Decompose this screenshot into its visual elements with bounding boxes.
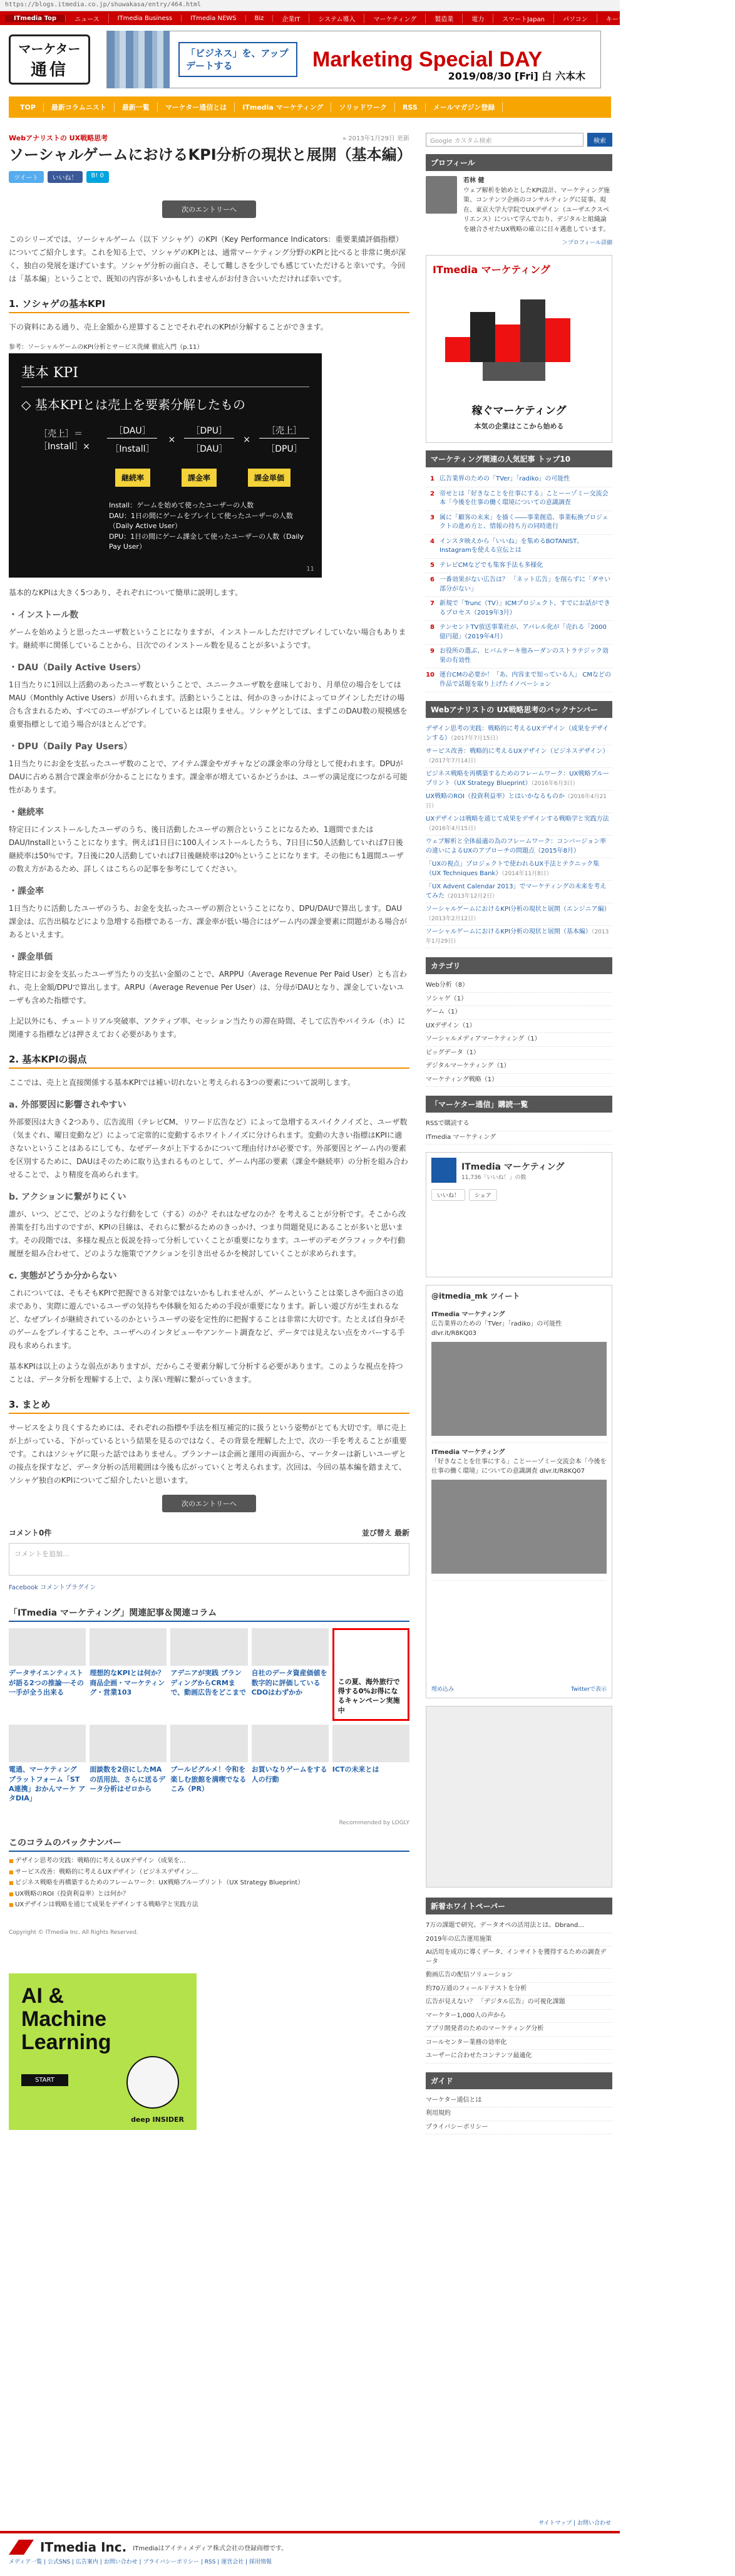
timeline-handle[interactable]: @itmedia_mk	[431, 1292, 488, 1301]
ranking-link[interactable]: 運台CMの必要か！「あ、内容まで知っている人」 CMなどの作品で話題を取り上げたイノベーション	[439, 672, 611, 688]
mkt-subcaption: 本気の企業はここから始める	[474, 422, 564, 430]
related-card-title: データサイエンティストが語る2つの推論──その一手が全う出来る	[9, 1669, 84, 1696]
profile-title: プロフィール	[426, 154, 612, 171]
category-item[interactable]: ビッグデータ（1）	[426, 1047, 612, 1061]
summary-paragraph: サービスをより良くするためには、それぞれの指標や手法を相互補完的に扱うという姿勢がとても大切です。単に売上が上がっている、下がっているという結果を見るのではなく、その背景を理解した上で、次の一手を考えることが重要です。これはソシャゲに限った話ではありません。プランナーは企画と運用の両面から、マーケターは新しいユーザとの接点を探すなど、データ分析の活用範囲は今後も広がっていくと考えられます。次回は、今回の基本編を踏まえて、ソシャゲ独自のKPIについてご紹介したいと思います。	[9, 1423, 407, 1485]
tweet-photo[interactable]	[431, 1342, 607, 1436]
slide-page-number: 11	[306, 566, 314, 573]
ux-backnumber-date: （2016年4月21日）	[426, 794, 607, 809]
backnumber-list	[9, 1856, 409, 1911]
ux-backnumber-item[interactable]	[426, 926, 612, 948]
ranking-item[interactable]	[426, 645, 612, 668]
slide-notes	[109, 501, 309, 553]
profile-name: 若林 健	[463, 177, 485, 184]
global-nav-item[interactable]: 企業IT	[273, 14, 309, 23]
comments-header	[9, 1527, 409, 1538]
ranking-number: 2	[430, 490, 434, 497]
heading-dpu: ・DPU（Daily Pay Users）	[9, 742, 133, 752]
search-button[interactable]: 検索	[587, 133, 612, 147]
paragraph-dau: 1日当たりに1回以上活動のあったユーザ数ということで、ユニークユーザ数を意味しており、月単位の場合をしてはMAU（Monthly Active Users）が用いられます。活動ということは、何かのきっかけによってログインしただけの場合も含まれるため、すべてのユーザがプレイしているとは限りません。ソシャゲとしては、まずこのDAU数の規模感を重要指標として追う場合がほとんどです。	[9, 680, 408, 729]
banner-copy: 「ビジネス」を、アップデートする	[178, 42, 297, 78]
whitepaper-item[interactable]: 2019年の広告運用施策	[426, 1933, 612, 1947]
footer-links[interactable]: メディア一覧 | 公式SNS | 広告案内 | お問い合わせ | プライバシーポリシー | RSS | 運営会社 | 採用情報	[9, 2559, 272, 2565]
feed-list	[426, 1118, 612, 1145]
guide-item[interactable]: 利用規約	[426, 2107, 612, 2121]
global-nav-item[interactable]: ニュース	[66, 14, 109, 23]
paragraph-weakness-summary: 基本KPIは以上のような弱点がありますが、だからこそ要素分解して分析する必要があります。このような視点を持つことは、データ分析を理解する上で、より深い理解に繋がっていきます。	[9, 1362, 403, 1384]
ranking-item[interactable]	[426, 621, 612, 645]
heading-dau: ・DAU（Daily Active Users）	[9, 663, 146, 673]
recommend-credit[interactable]: Recommended by LOGLY	[339, 1820, 409, 1827]
tag-retention: 継続率	[115, 469, 150, 487]
ranking-link[interactable]: 帝せとは「好きなことを仕事にする」ことーーゾミー交流会本「今後を仕事の働く環境についての意識調査	[439, 490, 609, 506]
guide-list	[426, 2094, 612, 2135]
global-nav-item[interactable]: マーケティング	[364, 14, 426, 23]
global-nav-item[interactable]: 電力	[463, 14, 493, 23]
fb-share-button[interactable]: シェア	[469, 1189, 497, 1201]
search-form	[426, 133, 612, 147]
tweet	[431, 1443, 607, 1581]
slide-title: 基本 KPI	[21, 362, 309, 387]
search-input[interactable]: Google カスタム検索	[426, 133, 583, 147]
feed-title: 「マーケター通信」購読一覧	[426, 1096, 612, 1113]
ai-ml-ad[interactable]	[9, 1973, 197, 2130]
global-nav-item[interactable]: 製造業	[426, 14, 463, 23]
section-nav-item[interactable]: 最新一覧	[115, 102, 158, 112]
ux-backnumber-date: （2014年11月8日）	[501, 870, 552, 877]
section-heading-2: 2. 基本KPIの弱点	[9, 1052, 409, 1069]
ranking-link[interactable]: お役所の選ぶ、ヒバムテーキ他みーダンのストラテジック効果の有効性	[439, 648, 609, 664]
ux-backnumber-item[interactable]	[426, 881, 612, 903]
avatar	[426, 176, 457, 214]
related-thumbnail	[90, 1628, 167, 1666]
fraction-sales	[259, 423, 309, 456]
tweet-button[interactable]: ツイート	[9, 171, 44, 183]
comment-count: コメント0件	[9, 1529, 52, 1538]
category-item[interactable]: UXデザイン（1）	[426, 1020, 612, 1034]
frac-bottom: ［DAU］	[191, 444, 228, 455]
paragraph-reality: これについては、そもそもKPIで把握できる対象ではないかもしれませんが、ゲームということは楽しさや面白さの追求であり、実際に遊んでいるユーザの気持ちや体験を知るための手段が重要になります。新しい遊び方が生まれるなど、なぜプレイが継続されているのかというユーザの姿を定性的に把握することは非常に大切です。たとえば自身がそのゲームをプレイすることや、ユーザへのインタビューやアンケート調査など、データでは見えない点をカバーする手段も求められます。	[9, 1289, 406, 1351]
tag-pay-rate: 課金率	[182, 469, 217, 487]
whitepaper-item[interactable]: 動画広告の配信ソリューション	[426, 1969, 612, 1983]
ux-backnumber-link[interactable]: ビジネス戦略を再構築するためのフレームワーク：UX戦略ブループリント（UX Strategy Blueprint）	[426, 771, 610, 787]
ranking-number: 7	[430, 600, 434, 607]
copyright: Copyright © ITmedia Inc. All Rights Reserved.	[9, 1929, 138, 1936]
fb-buttons	[431, 1189, 607, 1201]
sitemap-link[interactable]: サイトマップ | お問い合わせ	[538, 2520, 611, 2527]
footer-company: ITmediaはアイティメディア株式会社の登録商標です。	[133, 2545, 288, 2552]
frac-top: ［DPU］	[191, 426, 227, 437]
top-banner-ad[interactable]	[106, 31, 601, 88]
profile-text	[463, 176, 612, 234]
whitepaper-title: 新着ホワイトペーパー	[426, 1898, 612, 1914]
ux-backnumber-item[interactable]	[426, 836, 612, 858]
ranking-link[interactable]: 属に「顧客の未来」を描く――事業創造、事業転換プロジェクトの進め方と、情報の持ち方の同時進行	[439, 514, 609, 530]
related-title: 「ITmedia マーケティング」関連記事＆関連コラム	[9, 1606, 409, 1622]
tag-unit-price: 課金単価	[248, 469, 290, 487]
paragraph-arppu: 特定日にお金を支払ったユーザ当たりの支払い金額のことで、ARPPU（Average Revenue Per Paid User）とも言われ、売上金額/DPUで算出します。ARPU（Average Revenue Per User）は、分母がDAUとなり、課金していないユーザも含めた指標です。	[9, 970, 407, 1005]
logo-line1: マーケター	[18, 41, 81, 56]
ranking-number: 5	[430, 561, 434, 569]
whitepaper-item[interactable]: 約70万通のフィールドテストを分析	[426, 1983, 612, 1997]
slide-bullet: ◇ 基本KPIとは売上を要素分解したもの	[21, 397, 246, 413]
mkt-logo: ITmedia マーケティング	[433, 264, 550, 276]
page-title: ソーシャルゲームにおけるKPI分析の現状と展開（基本編）	[9, 146, 412, 164]
note-dau: DAU：1日の間にゲームをプレイして使ったユーザーの人数（Daily Active User）	[109, 511, 293, 531]
backnumber-item[interactable]: ■ ビジネス戦略を再構築するためのフレームワーク：UX戦略ブループリント（UX Strategy Blueprint）	[9, 1877, 409, 1889]
formula-lhs: ［売上］＝［Install］×	[39, 428, 90, 452]
heading-install: ・インストール数	[9, 610, 79, 621]
times-sign: ×	[168, 434, 176, 445]
ranking-item[interactable]	[426, 535, 612, 559]
global-nav-item[interactable]: スマートJapan	[493, 14, 554, 23]
hatena-button[interactable]: B! 0	[86, 171, 109, 183]
related-card-title: 面談数を2倍にしたMAの活用法、さらに送るデータ分析はゼロから	[90, 1765, 166, 1793]
related-card[interactable]	[90, 1628, 167, 1721]
ad-start-button[interactable]: START	[21, 2074, 68, 2086]
mkt-graphic	[445, 299, 595, 393]
related-card[interactable]	[170, 1725, 247, 1817]
sidebar	[426, 133, 612, 2134]
page-icon	[431, 1158, 456, 1183]
global-nav-item[interactable]: ITmedia NEWS	[182, 15, 245, 22]
related-thumbnail	[252, 1628, 329, 1666]
timeline-title	[431, 1291, 607, 1301]
feed-item[interactable]: RSSで購読する	[426, 1118, 612, 1131]
related-card-title: 自社のデータ資産価値を数字的に評価しているCDOはわずかか	[251, 1669, 327, 1696]
ranking-link[interactable]: 広告業界のための「TVer」「radiko」の可能性	[439, 475, 570, 482]
heading-external-factors: a. 外部要因に影響されやすい	[9, 1100, 126, 1111]
ranking-number: 1	[430, 475, 434, 482]
whitepaper-item[interactable]: 広告が見えない？ 「デジタル広告」の可視化課題	[426, 1996, 612, 2010]
kpi-slide	[9, 353, 322, 578]
embed-link[interactable]: 埋め込み	[431, 1686, 455, 1693]
paragraph-external-factors: 外部要因は大きく2つあり、広告流用（テレビCM、リワード広告など）によって急増するスパイクノイズと、ユーザ数（気まぐれ、曜日変動など）によって定常的に変動するホワイトノイズに分けられます。変動の大きい指標はKPIに適さないということはあるにしても、なぜデータが上下するかについて理由付けが必要です。外部要因とゲーム内の要素を区別するために、DAUはそのために取り込まれるものとして、ゲーム内部の要素（課金や継続率）の分析を組み合わせることで、より精度を高められます。	[9, 1118, 408, 1180]
section-nav-item[interactable]: メールマガジン登録	[426, 102, 503, 112]
related-thumbnail	[170, 1628, 247, 1666]
ranking-number: 3	[430, 514, 434, 521]
banner-image	[107, 31, 170, 88]
related-card[interactable]	[170, 1628, 247, 1721]
related-thumbnail	[9, 1725, 86, 1762]
timeline-footer	[431, 1685, 607, 1693]
profile	[426, 176, 612, 234]
related-card-title: アデニアが実践 ブランディングからCRMまで、動画広告をどこまで	[170, 1669, 247, 1696]
heading-retention: ・継続率	[9, 808, 44, 818]
ranking-item[interactable]	[426, 487, 612, 511]
tweet	[431, 1305, 607, 1443]
feed-item[interactable]: ITmedia マーケティング	[426, 1131, 612, 1145]
paragraph-install: ゲームを始めようと思ったユーザ数ということになりますが、インストールしただけでプレイしていない場合もあります。継続率に関係していることから、日次でのインストール数を見ることが多いようです。	[9, 628, 406, 650]
ranking-item[interactable]	[426, 668, 612, 692]
global-nav-item[interactable]: ITmedia Top	[5, 15, 66, 22]
heading-reality: c. 実態がどうか分からない	[9, 1271, 117, 1282]
banner-date: 2019/08/30 [Fri] 白 六本木	[448, 70, 585, 82]
next-entry-button-bottom[interactable]: 次のエントリーへ	[162, 1495, 256, 1512]
paragraph-dpu: 1日当たりにお金を支払ったユーザ数のことで、アイテム課金やガチャなどの課金率の分母として使われます。DPUがDAUに占める割合で課金率が分かることになります。課金率が増えているかどうかは、ユーザの満足度につながる可能性があります。	[9, 759, 408, 795]
view-on-twitter-link[interactable]: Twitterで表示	[570, 1686, 607, 1693]
ux-backnumber-list	[426, 723, 612, 948]
article-date: » 2013年1月29日 更新	[342, 135, 409, 142]
section-nav-item[interactable]: TOP	[13, 103, 44, 112]
related-card[interactable]	[9, 1628, 86, 1721]
ux-backnumber-link[interactable]: UXデザインは戦略を通じて成果をデザインする戦略学と実践方法	[426, 816, 609, 823]
paragraph-actions: 誰が、いつ、どこで、どのような行動をして（する）のか？それはなぜなのか？を考えることが分析です。そこから改善策を打ち出すのですが、KPIの目線は、それらに繋がるためのきっかけ、つまり問題発見にあることが多いと思います。その段階では、多様な視点と仮説を持って分析していくことが重要になります。ユーザのデモグラフィックや行動履歴を組み合わせて、どのような施策でアクションを引き出せるかを検討していくことが求められます。	[9, 1210, 406, 1259]
like-button[interactable]: いいね！	[48, 171, 83, 183]
comment-input[interactable]: コメントを追加...	[9, 1543, 409, 1576]
site-footer	[0, 2531, 620, 2576]
backnumber-item[interactable]: ■ デザイン思考の実践：戦略的に考えるUXデザイン（成果を...	[9, 1856, 409, 1867]
paragraph-other-kpis: 上記以外にも、チュートリアル突破率、アクティブ率、セッション当たりの滞在時間、そして広告やバイラル（ホ）に関連する指標などは押さえておく必要があります。	[9, 1017, 406, 1039]
footer-brand-name[interactable]: ITmedia Inc.	[40, 2540, 127, 2555]
related-card-title: 電通、マーケティング プラットフォーム「ST A連携」おかんマーケ アタDIA」	[9, 1765, 86, 1803]
ux-backnumber-link[interactable]: 「UX Advent Calendar 2013」でマーケティングの未来を考えてみた	[426, 883, 607, 900]
profile-more-link[interactable]: ＞プロフィール詳細	[562, 240, 612, 246]
site-header	[0, 25, 620, 94]
global-nav-item[interactable]: キーマンズ	[597, 14, 647, 23]
section-nav	[9, 96, 611, 118]
guide-item[interactable]: プライバシーポリシー	[426, 2121, 612, 2135]
ux-backnumber-item[interactable]	[426, 791, 612, 813]
ranking-list	[426, 472, 612, 692]
timeline-label: ツイート	[490, 1292, 520, 1301]
figure-caption[interactable]: 参考：ソーシャルゲームのKPI分析とサービス洗練 徹底入門（p.11）	[9, 344, 203, 351]
twitter-timeline	[426, 1285, 612, 1698]
section-heading-3: 3. まとめ	[9, 1398, 409, 1414]
category-item[interactable]: ソーシャルメディアマーケティング（1）	[426, 1033, 612, 1047]
related-card-title: ブールビグルメ！令和を楽しむ旅館を満喫でなるこみ（PR）	[170, 1765, 247, 1793]
section-nav-item[interactable]: ITmedia マーケティング	[235, 102, 331, 112]
ux-backnumber-link[interactable]: デザイン思考の実践：戦略的に考えるUXデザイン（成果をデザインする）	[426, 725, 609, 742]
ad-title: AI & Machine Learning	[21, 1983, 111, 2055]
ranking-item[interactable]	[426, 559, 612, 574]
category-item[interactable]: Web分析（8）	[426, 979, 612, 993]
backnumber-title: このコラムのバックナンバー	[9, 1836, 409, 1852]
kpi-figure	[9, 341, 409, 578]
paragraph-pay-rate: 1日当たりに活動したユーザのうち、お金を支払ったユーザの割合ということになり、DPU/DAUで算出します。DAU課金は、広告出稿などにより急増する指標である一方、課金率が低い場合にはゲーム内の課金要素に問題がある場合があるといえます。	[9, 904, 408, 940]
related-card[interactable]	[252, 1725, 329, 1817]
related-thumbnail	[170, 1725, 247, 1762]
whitepaper-list	[426, 1919, 612, 2064]
fb-page-name[interactable]: ITmedia マーケティング	[461, 1161, 565, 1172]
ranking-title: マーケティング関連の人気記事 トップ10	[426, 450, 612, 467]
category-item[interactable]: ソシャゲ（1）	[426, 993, 612, 1007]
related-card[interactable]	[9, 1725, 86, 1817]
itmedia-logo-icon	[9, 2540, 34, 2555]
column-name[interactable]: Webアナリストの UX戦略思考	[9, 134, 108, 142]
ux-backnumber-item[interactable]	[426, 723, 612, 745]
ux-backnumber-date: （2016年4月15日）	[426, 825, 480, 832]
related-ad[interactable]	[332, 1628, 409, 1721]
ranking-number: 9	[430, 648, 434, 655]
footer-brand	[0, 2533, 620, 2555]
fraction-dpu	[184, 423, 234, 456]
ux-backnumber-date: （2013年2月12日）	[426, 915, 480, 922]
frac-bottom: ［DPU］	[266, 444, 302, 455]
global-nav-item[interactable]: システム導入	[309, 14, 364, 23]
ranking-number: 6	[430, 576, 434, 583]
whitepaper-item[interactable]: AI活用を成功に導くデータ、インサイトを獲得するための調査データ	[426, 1946, 612, 1969]
article-kicker	[9, 133, 409, 143]
whitepaper-item[interactable]: マーケター1,000人の声から	[426, 2010, 612, 2023]
whitepaper-item[interactable]: ユーザーに合わせたコンテンツ最適化	[426, 2050, 612, 2064]
whitepaper-item[interactable]: コールセンター業務の効率化	[426, 2037, 612, 2050]
ranking-link[interactable]: テレビCMなどでも集客手法も多様化	[439, 561, 543, 569]
global-nav-item[interactable]: TechTarget	[646, 15, 697, 22]
ux-backnumber-item[interactable]	[426, 858, 612, 881]
related-grid	[9, 1628, 409, 1817]
frac-top: ［DAU］	[114, 426, 151, 437]
ranking-link[interactable]: 新規で「Trunc（TV）」ICMプロジェクト、すでにお話ができるプロセス（2019年3月）	[439, 600, 610, 616]
section-nav-item[interactable]: マーケター通信とは	[158, 102, 235, 112]
slide-formula	[39, 423, 309, 456]
share-bar	[9, 171, 409, 183]
ranking-link[interactable]: テンセントTV放送事業社が、アパレル化が「売れる「2000億円超」（2019年4月）	[439, 624, 607, 640]
ux-backnumber-date: （2016年6月3日）	[531, 780, 578, 787]
tweet-user[interactable]: ITmedia マーケティング	[431, 1449, 505, 1456]
whitepaper-item[interactable]: アプリ開発者のためのマーケティング分析	[426, 2023, 612, 2037]
ux-backnumber-date: （2013年12月2日）	[445, 893, 498, 900]
related-thumbnail	[332, 1725, 409, 1762]
next-entry-button[interactable]: 次のエントリーへ	[162, 200, 256, 218]
note-install: Install：ゲームを始めて使ったユーザーの人数	[109, 501, 254, 510]
tweet-user[interactable]: ITmedia マーケティング	[431, 1311, 505, 1318]
facebook-page-plugin	[426, 1152, 612, 1277]
ux-backnumber-link[interactable]: ウェブ解析と全体最適の為のフレームワーク：コンバージョン率の違いによるUXのアプローチの問題点（2015年8月）	[426, 838, 607, 854]
backnumber-item[interactable]: ■ UXデザインは戦略を通じて成果をデザインする戦略学と実践方法	[9, 1899, 409, 1911]
guide-title: ガイド	[426, 2072, 612, 2089]
related-card-title: 理想的なKPIとは何か？ 商品企画・マーケティング・営業103	[90, 1669, 165, 1696]
section-nav-item[interactable]: 最新コラムニスト	[44, 102, 115, 112]
global-nav-item[interactable]: ブログ	[698, 14, 735, 23]
category-item[interactable]: デジタルマーケティング（1）	[426, 1060, 612, 1074]
ux-backnumber-item[interactable]	[426, 745, 612, 768]
ranking-number: 4	[430, 538, 434, 545]
heading-pay-rate: ・課金率	[9, 886, 44, 897]
related-card-title: お買いなりゲームをする人の行動	[251, 1765, 327, 1784]
fraction-dau	[105, 423, 159, 456]
section-nav-item[interactable]: ソリッドワーク	[331, 102, 395, 112]
heading-arppu: ・課金単価	[9, 952, 53, 963]
ux-backnumber-link[interactable]: ソーシャルゲームにおけるKPI分析の現状と展開（基本編）	[426, 928, 592, 935]
fb-header	[431, 1158, 607, 1183]
category-item[interactable]: マーケティング戦略（1）	[426, 1074, 612, 1088]
related-thumbnail	[9, 1628, 86, 1666]
article-column	[9, 133, 412, 2130]
ux-backnumber-title: Webアナリストの UX戦略思考のバックナンバー	[426, 701, 612, 718]
banner-title: Marketing Special DAY	[312, 47, 543, 71]
category-list	[426, 979, 612, 1087]
section-nav-item[interactable]: RSS	[395, 103, 426, 112]
related-card[interactable]	[332, 1725, 409, 1817]
whitepaper-item[interactable]: 7万の課題で研究、データオペの活用法とは、Dbrand...	[426, 1919, 612, 1933]
ux-backnumber-link[interactable]: ソーシャルゲームにおけるKPI分析の現状と展開（エンジニア編）	[426, 906, 610, 913]
ux-backnumber-link[interactable]: 「UXの視点」プロジェクトで使われるUX手法とテクニック集（UX Techniques Bank）	[426, 861, 600, 877]
mkt-caption: 稼ぐマーケティング	[471, 405, 567, 417]
global-nav	[0, 11, 726, 25]
section2-paragraph: ここでは、売上と直接関係する基本KPIでは補い切れないと考えられる3つの要素について説明します。	[9, 1078, 356, 1088]
ranking-link[interactable]: 一番効果がない広告は？ 「ネット広告」を削らずに「ダサい部分がない」	[439, 576, 611, 593]
logo-line2: 通信	[30, 61, 68, 80]
ranking-number: 8	[430, 624, 434, 631]
profile-bio: ウェブ解析を始めとしたKPI設計、マーケティング施策、コンテンツ企画のコンサルティングに従事。現在、東京大学大学院でUXデザイン（ユーザエクスペリエンス）について学んでおり、デジタルと組織論を融合させたUX戦略の確立に日々邁進しています。	[463, 187, 610, 233]
frac-bottom: ［Install］	[110, 444, 155, 455]
category-item[interactable]: ゲーム（1）	[426, 1006, 612, 1020]
fb-like-button[interactable]: いいね！	[431, 1189, 465, 1201]
ux-backnumber-date: （2013年1月29日）	[426, 929, 609, 945]
tweet-photo[interactable]	[431, 1480, 607, 1574]
related-ad-label: この夏、海外旅行で得する0%お得になるキャンペーン実施中	[337, 1677, 400, 1715]
kpi-intro-paragraph: 基本的なKPIは大きく5つあり、それぞれについて簡単に説明します。	[9, 588, 243, 598]
related-thumbnail	[90, 1725, 167, 1762]
ad-brand: deep INSIDER	[131, 2115, 184, 2124]
backnumber-item[interactable]: ■ サービス改善：戦略的に考えるUXデザイン（ビジネスデザイン...	[9, 1867, 409, 1878]
global-nav-item[interactable]: Biz	[246, 15, 274, 22]
related-card-title: ICTの未来とは	[332, 1765, 379, 1774]
guide-item[interactable]: マーケター通信とは	[426, 2094, 612, 2108]
tweet-text: 「好きなことを仕事にする」ことーーゾミー交流会本「今後を仕事の働く環境」についての意識調査 dlvr.it/R8KQ07	[431, 1458, 607, 1475]
tweet-text: 広告業界のための「TVer」「radiko」の可能性 dlvr.it/R8KQ03	[431, 1321, 562, 1337]
frac-top: ［売上］	[267, 426, 302, 437]
category-title: カテゴリ	[426, 957, 612, 974]
note-dpu: DPU：1日の間にゲーム課金して使ったユーザーの人数（Daily Pay User）	[109, 532, 304, 551]
times-sign: ×	[243, 434, 250, 445]
mascot-icon	[126, 2056, 179, 2109]
site-logo[interactable]	[9, 34, 90, 85]
backnumber-item[interactable]: ■ UX戦略のROI（投資利益率）とは何か？	[9, 1889, 409, 1900]
comment-sort[interactable]: 並び替え 最新	[361, 1529, 409, 1538]
global-nav-item[interactable]: パソコン	[554, 14, 597, 23]
ux-backnumber-link[interactable]: サービス改善：戦略的に考えるUXデザイン（ビジネスデザイン）	[426, 748, 609, 755]
itmedia-marketing-ad[interactable]	[426, 255, 612, 443]
ux-backnumber-date: （2017年7月15日）	[451, 735, 501, 742]
ux-backnumber-date: （2017年7月14日）	[426, 757, 480, 764]
slide-tags	[115, 469, 309, 487]
global-nav-item[interactable]: ITmedia Business	[109, 15, 182, 22]
ranking-item[interactable]	[426, 573, 612, 597]
fb-like-count: 11,736「いいね！」の数	[461, 1174, 527, 1181]
heading-actions: b. アクションに繋がりにくい	[9, 1192, 126, 1203]
ranking-link[interactable]: インスタ映えから「いいね」を集めるBOTANIST、Instagramを使える宣伝とは	[439, 538, 583, 554]
ranking-item[interactable]	[426, 511, 612, 535]
ux-backnumber-link[interactable]: UX戦略のROI（投資利益率）とはいかなるものか	[426, 793, 565, 800]
related-card[interactable]	[252, 1628, 329, 1721]
facebook-comment-plugin[interactable]: Facebook コメントプラグイン	[9, 1584, 96, 1592]
section-heading-1: 1. ソシャゲの基本KPI	[9, 297, 409, 313]
ux-backnumber-item[interactable]	[426, 813, 612, 836]
ux-backnumber-item[interactable]	[426, 903, 612, 926]
url-bar: https://blogs.itmedia.co.jp/shuwakasa/entry/464.html	[0, 0, 620, 11]
section1-paragraph: 下の資料にある通り、売上金額から逆算することでそれぞれのKPIが分解することができます。	[9, 323, 328, 332]
related-card[interactable]	[90, 1725, 167, 1817]
intro-paragraph: このシリーズでは、ソーシャルゲーム（以下 ソシャゲ）のKPI（Key Performance Indicators：重要業績評価指標）についてご紹介します。これを知る上で、ソシャゲのKPIとは、通常マーケティング分野のKPIと比べると非常に奥が深く、独自の発展を遂げています。ソシャゲ分析の面白さ、そして難しさを少しでも感じていただけると幸いです。今回は「基本編」ということで、既知の内容が多いかもしれませんがお付き合いいただければ幸いです。	[9, 235, 406, 284]
paragraph-retention: 特定日にインストールしたユーザのうち、後日活動したユーザの割合ということになるため、1週間でまたはDAU/Installということになります。例えば1日目に100人インストールしたうち、7日目に50人活動していれば7日後継続率は50％です。7日後に20人活動していれば7日後継続率は20％ということになります。その他にも1週間ユーザの数え方があるため、詳しくはこちらの記事を参考にしてください。	[9, 825, 404, 874]
sidebar-ad[interactable]	[426, 1706, 612, 1888]
ux-backnumber-item[interactable]	[426, 768, 612, 791]
ranking-number: 10	[426, 672, 434, 678]
ranking-item[interactable]	[426, 472, 612, 487]
ranking-item[interactable]	[426, 597, 612, 621]
related-thumbnail	[252, 1725, 329, 1762]
